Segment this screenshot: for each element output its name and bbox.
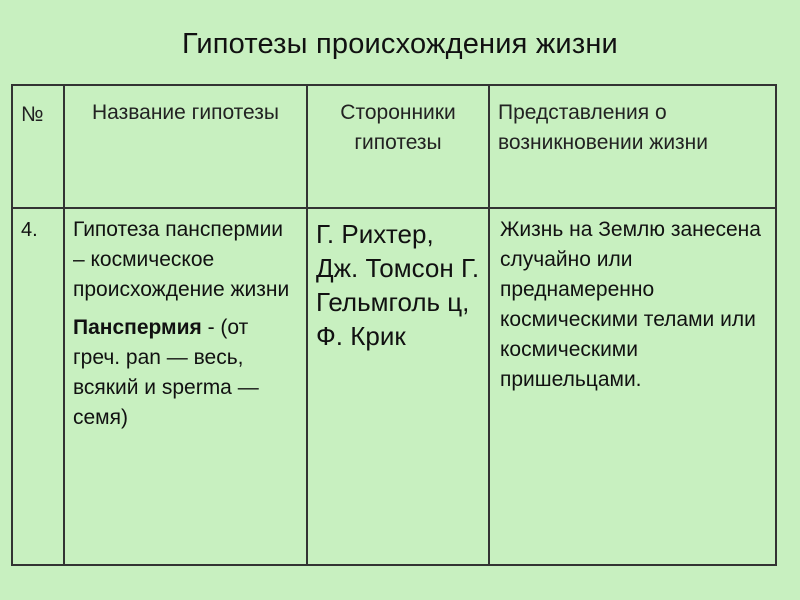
table-header-row (12, 85, 776, 208)
cell-ideas: Жизнь на Землю занесена случайно или преднамеренно космическими телами или космическими пришельцами. (489, 208, 776, 565)
header-hypothesis-name: Название гипотезы (64, 85, 307, 208)
cell-number: 4. (12, 208, 64, 565)
hypothesis-table (11, 84, 777, 566)
table-row (12, 208, 776, 565)
cell-hypothesis-name (64, 208, 307, 565)
term-panspermia: Панспермия (73, 316, 202, 339)
header-ideas: Представления о возникновении жизни (489, 85, 776, 208)
cell-supporters: Г. Рихтер, Дж. Томсон Г. Гельмголь ц, Ф. Крик (307, 208, 489, 565)
term-etymology: - (от греч. pan — весь, всякий и sperma — семя) (73, 316, 259, 429)
hypothesis-definition (73, 313, 300, 433)
hypothesis-name-text: Гипотеза панспермии – космическое происхождение жизни (73, 218, 290, 301)
page-title: Гипотезы происхождения жизни (182, 28, 618, 60)
header-supporters: Сторонники гипотезы (307, 85, 489, 208)
header-number: № (12, 85, 64, 208)
